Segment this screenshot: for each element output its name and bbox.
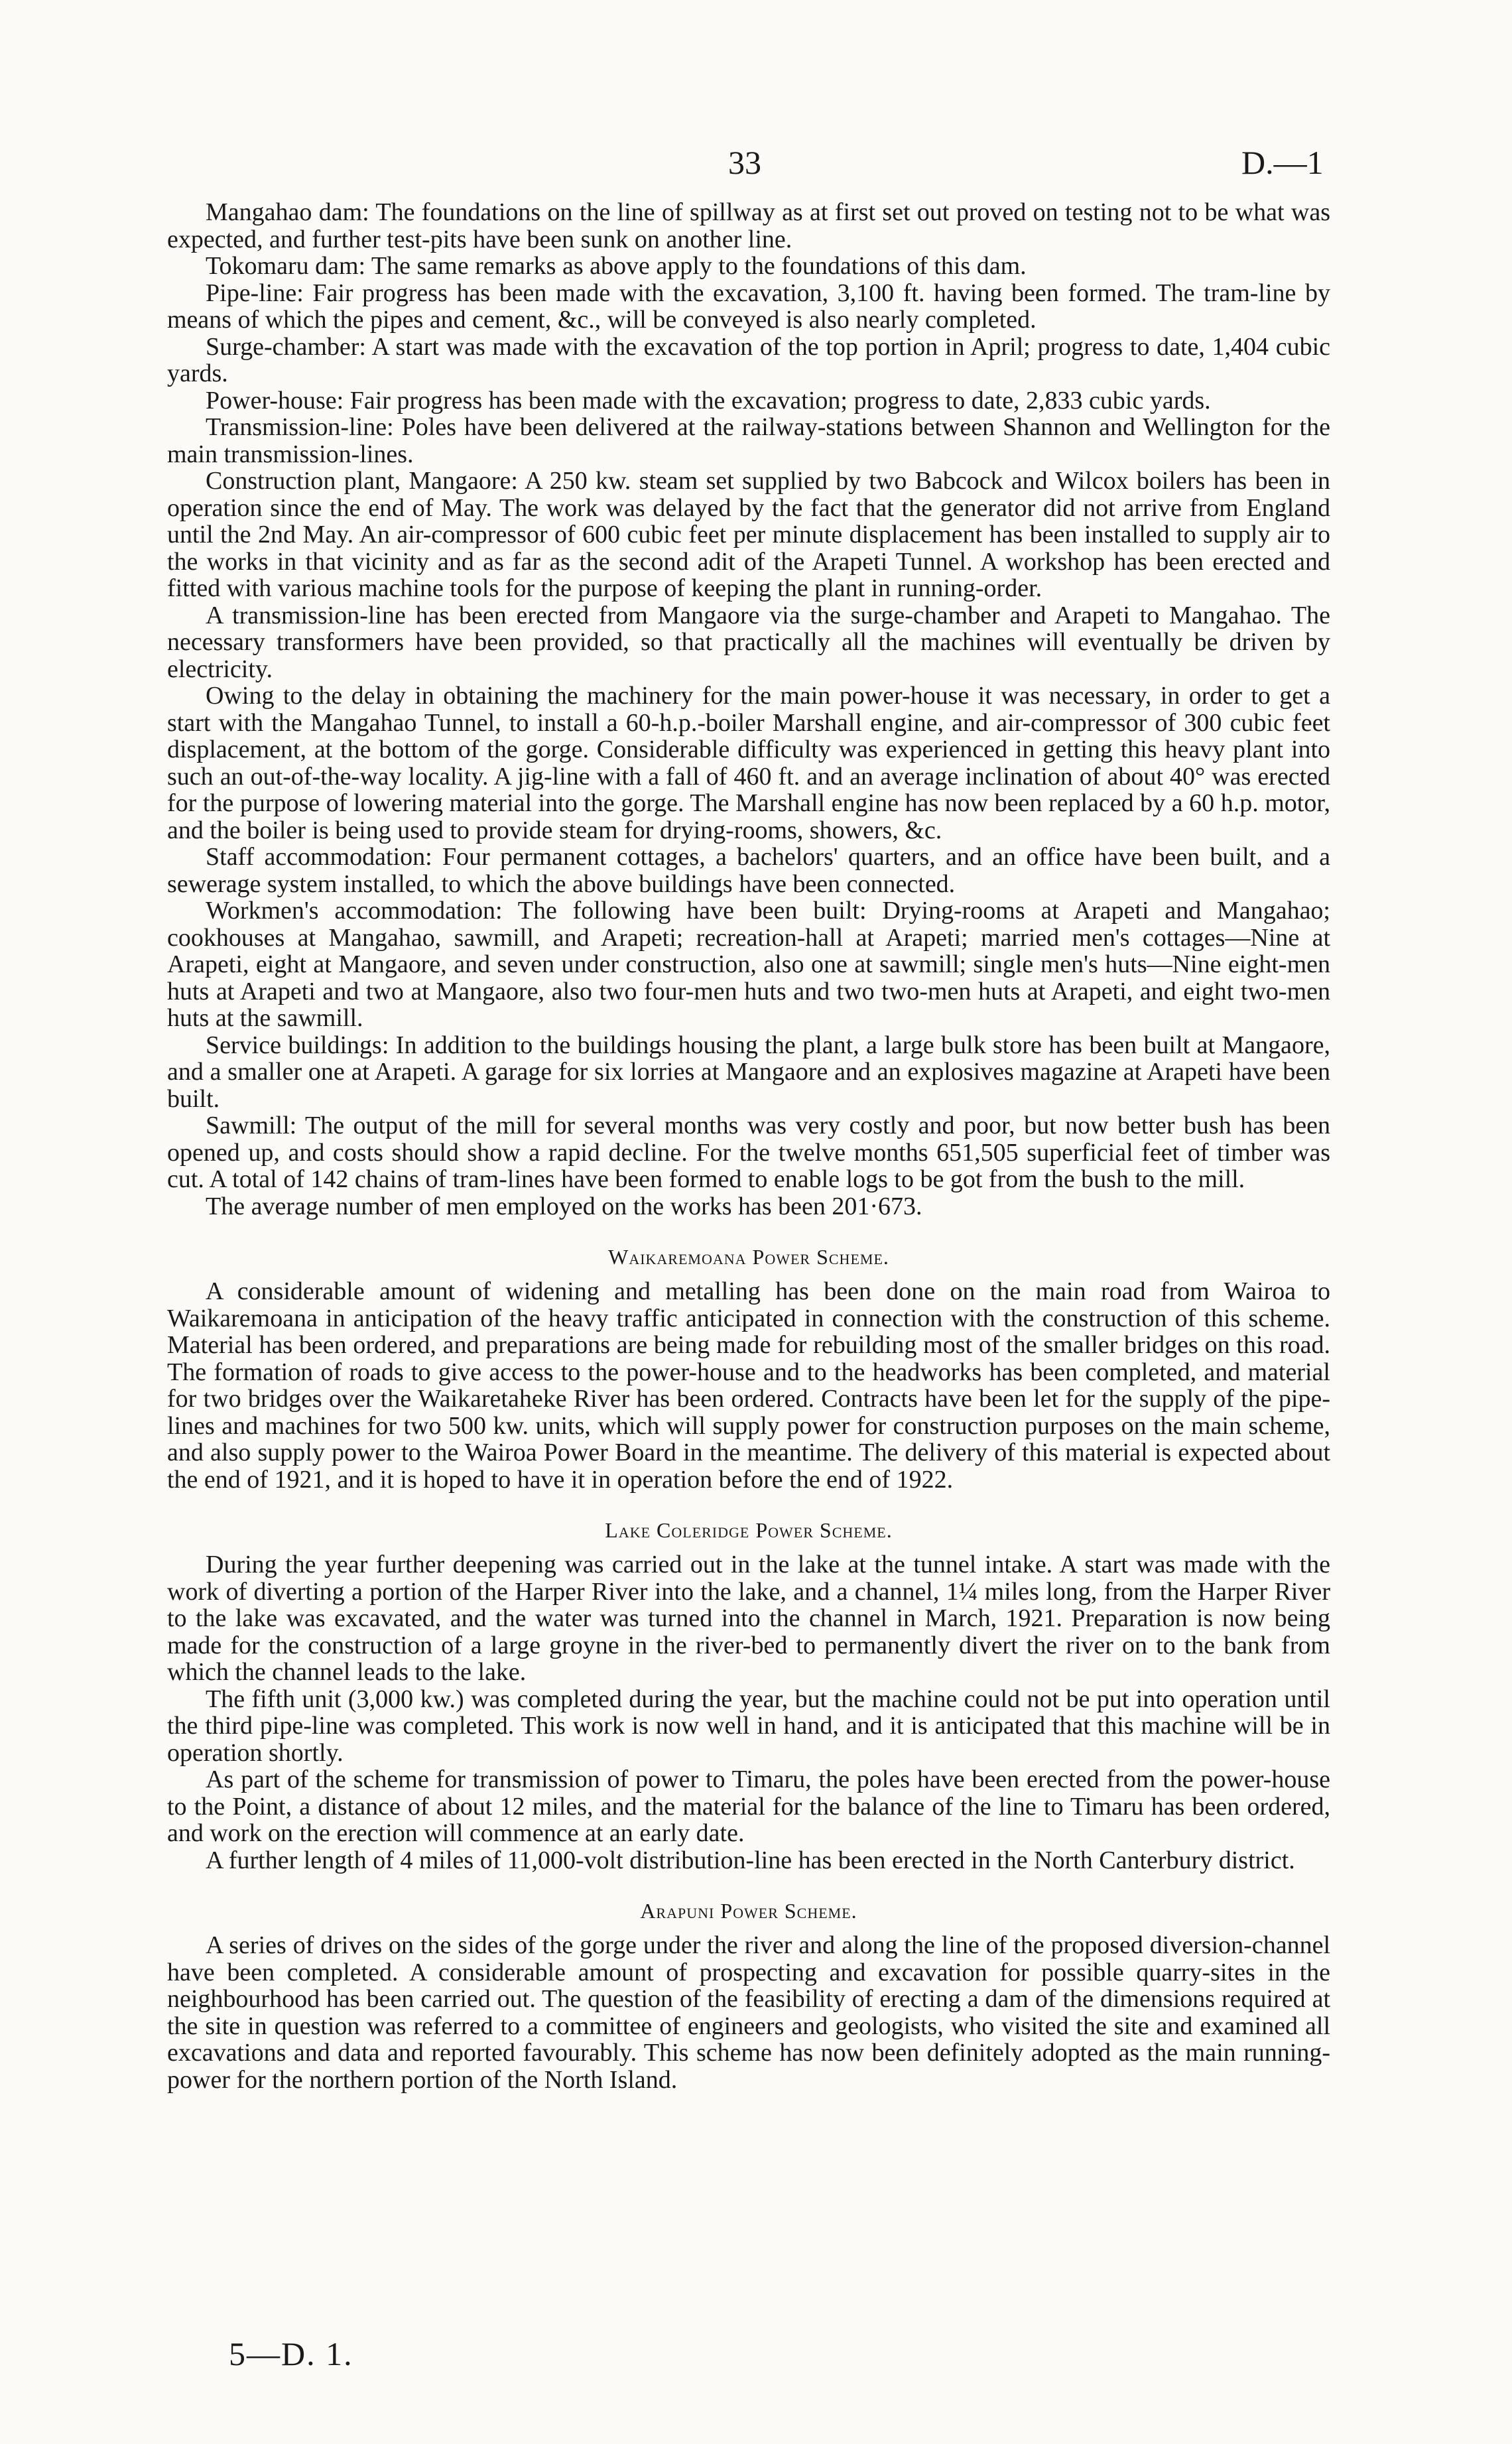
paragraph: Construction plant, Mangaore: A 250 kw. steam set supplied by two Babcock and Wilcox boilers has been in operation since the end of May. The work was delayed by the fact that the generator did not arrive from England until the 2nd May. An air-compressor of 600 cubic feet per minute displacement has been installed to supply air to the works in that vicinity and as far as the second adit of the Arapeti Tunnel. A workshop has been erected and fitted with various machine tools for the purpose of keeping the plant in running-order. [167,467,1330,602]
body-text [167,199,1330,2093]
paragraph: During the year further deepening was carried out in the lake at the tunnel intake. A start was made with the work of diverting a portion of the Harper River into the lake, and a channel, 1¼ miles long, from the Harper River to the lake was excavated, and the water was turned into the channel in March, 1921. Preparation is now being made for the construction of a large groyne in the river-bed to permanently divert the river on to the bank from which the channel leads to the lake. [167,1551,1330,1686]
paragraph: Power-house: Fair progress has been made with the excavation; progress to date, 2,833 cubic yards. [206,386,1211,415]
paragraph: Workmen's accommodation: The following have been built: Drying-rooms at Arapeti and Mangahao; cookhouses at Mangahao, sawmill, and Arapeti; recreation-hall at Arapeti; married men's cottages—Nine at Arapeti, eight at Mangaore, and seven under construction, also one at sawmill; single men's huts—Nine eight-men huts at Arapeti and two at Mangaore, also two four-men huts and two two-men huts at Arapeti, and eight two-men huts at the sawmill. [167,897,1330,1032]
page-number: 33 [728,144,761,181]
paragraph: Staff accommodation: Four permanent cottages, a bachelors' quarters, and an office have been built, and a sewerage system installed, to which the above buildings have been connected. [167,843,1330,898]
footer-signature: 5—D. 1. [229,2335,353,2372]
paragraph: Service buildings: In addition to the buildings housing the plant, a large bulk store has been built at Mangaore, and a smaller one at Arapeti. A garage for six lorries at Mangaore and an explosives magazine at Arapeti have been built. [167,1031,1330,1113]
paragraph: The average number of men employed on the works has been 201·673. [206,1192,922,1220]
paragraph: As part of the scheme for transmission of power to Timaru, the poles have been erected from the power-house to the Point, a distance of about 12 miles, and the material for the balance of the line to Timaru has been ordered, and work on the erection will commence at an early date. [167,1766,1330,1847]
paragraph: A further length of 4 miles of 11,000-volt distribution-line has been erected in the North Canterbury district. [206,1846,1295,1874]
section-mangahao [167,199,1330,1220]
paragraph: Tokomaru dam: The same remarks as above apply to the foundations of this dam. [206,252,1027,280]
paragraph: Mangahao dam: The foundations on the line of spillway as at first set out proved on testing not to be what was expected, and further test-pits have been sunk on another line. [167,198,1330,253]
section-heading: Arapuni Power Scheme. [640,1899,857,1923]
section-arapuni [167,1897,1330,2093]
paragraph: A series of drives on the sides of the gorge under the river and along the line of the proposed diversion-channel have been completed. A considerable amount of prospecting and excavation for possible quarry-sites in the neighbourhood has been carried out. The question of the feasibility of erecting a dam of the dimensions required at the site in question was referred to a committee of engineers and geologists, who visited the site and examined all excavations and data and reported favourably. This scheme has now been definitely adopted as the main running-power for the northern portion of the North Island. [167,1931,1330,2094]
paragraph: Pipe-line: Fair progress has been made with the excavation, 3,100 ft. having been formed. The tram-line by means of which the pipes and cement, &c., will be conveyed is also nearly completed. [167,279,1330,334]
paragraph: Owing to the delay in obtaining the machinery for the main power-house it was necessary, in order to get a start with the Mangahao Tunnel, to install a 60-h.p.-boiler Marshall engine, and air-compressor of 300 cubic feet displacement, at the bottom of the gorge. Considerable difficulty was experienced in getting this heavy plant into such an out-of-the-way locality. A jig-line with a fall of 460 ft. and an average inclination of about 40° was erected for the purpose of lowering material into the gorge. The Marshall engine has now been replaced by a 60 h.p. motor, and the boiler is being used to provide steam for drying-rooms, showers, &c. [167,682,1330,844]
section-waikaremoana [167,1244,1330,1493]
section-heading: Lake Coleridge Power Scheme. [605,1518,893,1542]
section-heading: Waikaremoana Power Scheme. [608,1245,889,1269]
paragraph: Surge-chamber: A start was made with the excavation of the top portion in April; progress to date, 1,404 cubic yards. [167,332,1330,387]
section-lake-coleridge [167,1517,1330,1874]
paragraph: The fifth unit (3,000 kw.) was completed during the year, but the machine could not be put into operation until the third pipe-line was completed. This work is now well in hand, and it is anticipated that this machine will be in operation shortly. [167,1685,1330,1767]
paragraph: A transmission-line has been erected from Mangaore via the surge-chamber and Arapeti to Mangahao. The necessary transformers have been provided, so that practically all the machines will eventually be driven by electricity. [167,601,1330,683]
paragraph: A considerable amount of widening and metalling has been done on the main road from Wairoa to Waikaremoana in anticipation of the heavy traffic anticipated in connection with the construction of this scheme. Material has been ordered, and preparations are being made for rebuilding most of the smaller bridges on this road. The formation of roads to give access to the power-house and to the headworks has been completed, and material for two bridges over the Waikaretaheke River has been ordered. Contracts have been let for the supply of the pipe-lines and machines for two 500 kw. units, which will supply power for construction purposes on the main scheme, and also supply power to the Wairoa Power Board in the meantime. The delivery of this material is expected about the end of 1921, and it is hoped to have it in operation before the end of 1922. [167,1277,1330,1494]
document-reference: D.—1 [1241,144,1324,181]
paragraph: Transmission-line: Poles have been delivered at the railway-stations between Shannon and Wellington for the main transmission-lines. [167,413,1330,468]
paragraph: Sawmill: The output of the mill for several months was very costly and poor, but now better bush has been opened up, and costs should show a rapid decline. For the twelve months 651,505 superficial feet of timber was cut. A total of 142 chains of tram-lines have been formed to enable logs to be got from the bush to the mill. [167,1112,1330,1193]
